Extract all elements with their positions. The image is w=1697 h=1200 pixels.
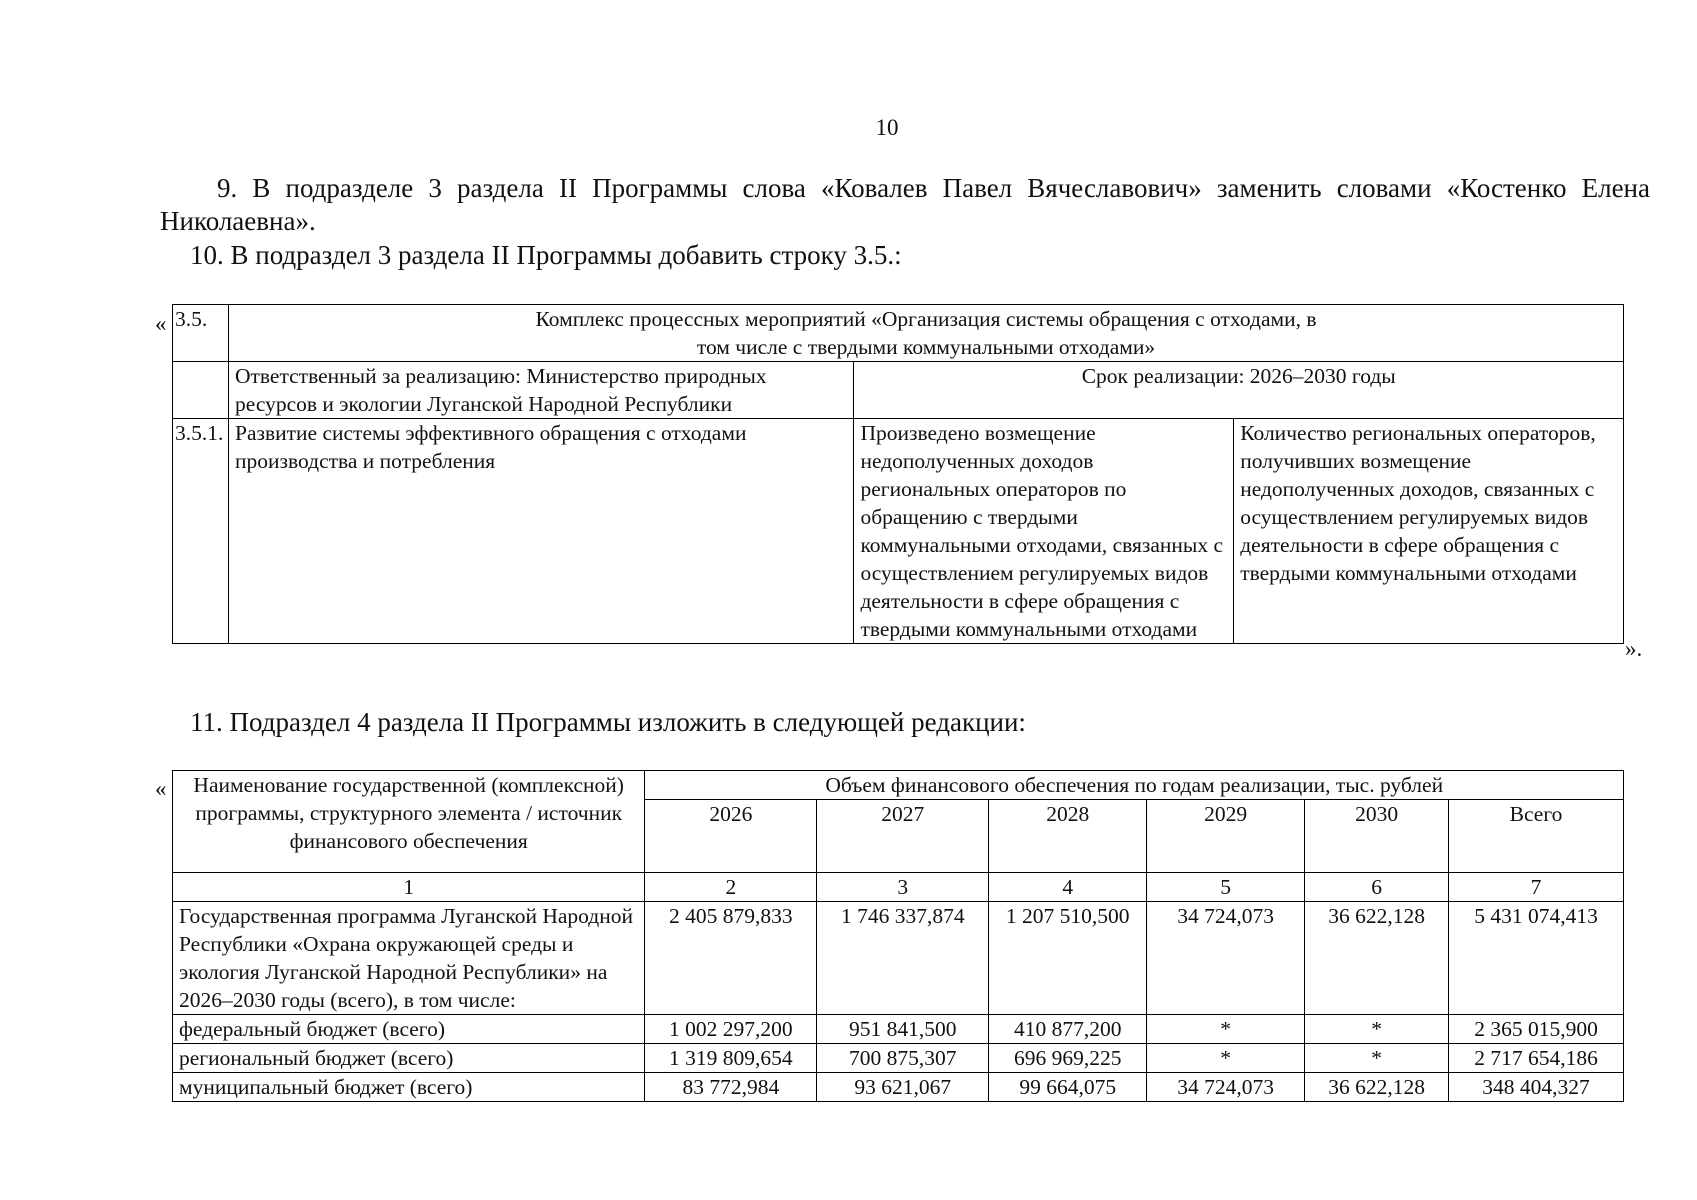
- column-number: 7: [1449, 873, 1624, 902]
- value-total: 2 365 015,900: [1449, 1015, 1624, 1044]
- complex-measures-title: Комплекс процессных мероприятий «Организация системы обращения с отходами, в том числе с твердыми коммунальными отходами»: [228, 305, 1623, 362]
- value-2029: *: [1147, 1015, 1305, 1044]
- table1-responsible-row: [173, 362, 1624, 419]
- column-number: 5: [1147, 873, 1305, 902]
- value-2027: 700 875,307: [817, 1044, 989, 1073]
- volume-header: Объем финансового обеспечения по годам реализации, тыс. рублей: [645, 771, 1624, 800]
- year-header-2028: 2028: [989, 800, 1147, 873]
- value-2026: 1 002 297,200: [645, 1015, 817, 1044]
- value-2029: *: [1147, 1044, 1305, 1073]
- column-number: 3: [817, 873, 989, 902]
- column-number: 4: [989, 873, 1147, 902]
- value-2028: 99 664,075: [989, 1073, 1147, 1102]
- value-2026: 2 405 879,833: [645, 902, 817, 1015]
- task-description: Развитие системы эффективного обращения с отходами производства и потребления: [228, 419, 853, 644]
- column-number: 6: [1305, 873, 1449, 902]
- year-header-2027: 2027: [817, 800, 989, 873]
- value-2029: 34 724,073: [1147, 1073, 1305, 1102]
- year-header-2030: 2030: [1305, 800, 1449, 873]
- table1-title-row: [173, 305, 1624, 362]
- table-row: [173, 902, 1624, 1015]
- row-number-3-5-1: 3.5.1.: [173, 419, 229, 644]
- expected-result: Произведено возмещение недополученных доходов региональных операторов по обращению с твердыми коммунальными отходами, связанных с осуществлением регулируемых видов деятельности в сфере обращения с твердыми коммунальными отходами: [854, 419, 1234, 644]
- value-2030: 36 622,128: [1305, 1073, 1449, 1102]
- value-2026: 1 319 809,654: [645, 1044, 817, 1073]
- item-9-paragraph: 9. В подразделе 3 раздела II Программы слова «Ковалев Павел Вячеславович» заменить словами «Костенко Елена Николаевна».: [160, 173, 1650, 236]
- table-row: [173, 1073, 1624, 1102]
- table2-open-quote: «: [155, 776, 167, 801]
- column-number: 1: [173, 873, 645, 902]
- table-row: [173, 1044, 1624, 1073]
- row-name: Государственная программа Луганской Народной Республики «Охрана окружающей среды и экология Луганской Народной Республики» на 2026–2030 годы (всего), в том числе:: [173, 902, 645, 1015]
- value-2030: *: [1305, 1015, 1449, 1044]
- value-2027: 93 621,067: [817, 1073, 989, 1102]
- item-11-paragraph: 11. Подраздел 4 раздела II Программы изложить в следующей редакции:: [190, 707, 1026, 737]
- value-2026: 83 772,984: [645, 1073, 817, 1102]
- value-2027: 1 746 337,874: [817, 902, 989, 1015]
- value-2030: *: [1305, 1044, 1449, 1073]
- value-total: 2 717 654,186: [1449, 1044, 1624, 1073]
- table1-task-row: [173, 419, 1624, 644]
- financing-table: [172, 770, 1624, 1102]
- program-row-3-5-table: [172, 304, 1624, 644]
- total-header: Всего: [1449, 800, 1624, 873]
- row-name: федеральный бюджет (всего): [173, 1015, 645, 1044]
- result-indicator: Количество региональных операторов, получивших возмещение недополученных доходов, связанных с осуществлением регулируемых видов деятельности в сфере обращения с твердыми коммунальными отходами: [1234, 419, 1624, 644]
- implementation-period: Срок реализации: 2026–2030 годы: [854, 362, 1624, 419]
- year-header-2029: 2029: [1147, 800, 1305, 873]
- table-row: [173, 1015, 1624, 1044]
- value-2028: 410 877,200: [989, 1015, 1147, 1044]
- value-2029: 34 724,073: [1147, 902, 1305, 1015]
- value-total: 348 404,327: [1449, 1073, 1624, 1102]
- row-name: региональный бюджет (всего): [173, 1044, 645, 1073]
- table1-open-quote: «: [155, 311, 167, 336]
- value-2028: 1 207 510,500: [989, 902, 1147, 1015]
- responsible-executor: Ответственный за реализацию: Министерство природных ресурсов и экологии Луганской Народной Республики: [228, 362, 853, 419]
- row-name: муниципальный бюджет (всего): [173, 1073, 645, 1102]
- value-2027: 951 841,500: [817, 1015, 989, 1044]
- column-number: 2: [645, 873, 817, 902]
- table1-close-quote: ».: [1625, 636, 1643, 661]
- value-2030: 36 622,128: [1305, 902, 1449, 1015]
- name-column-header: Наименование государственной (комплексной) программы, структурного элемента / источник финансового обеспечения: [173, 771, 645, 873]
- row-number-3-5: 3.5.: [173, 305, 229, 362]
- page-number: 10: [875, 115, 899, 140]
- value-2028: 696 969,225: [989, 1044, 1147, 1073]
- year-header-2026: 2026: [645, 800, 817, 873]
- item-10-paragraph: 10. В подраздел 3 раздела II Программы добавить строку 3.5.:: [190, 240, 902, 270]
- value-total: 5 431 074,413: [1449, 902, 1624, 1015]
- financing-header-row: [173, 771, 1624, 800]
- column-numbers-row: [173, 873, 1624, 902]
